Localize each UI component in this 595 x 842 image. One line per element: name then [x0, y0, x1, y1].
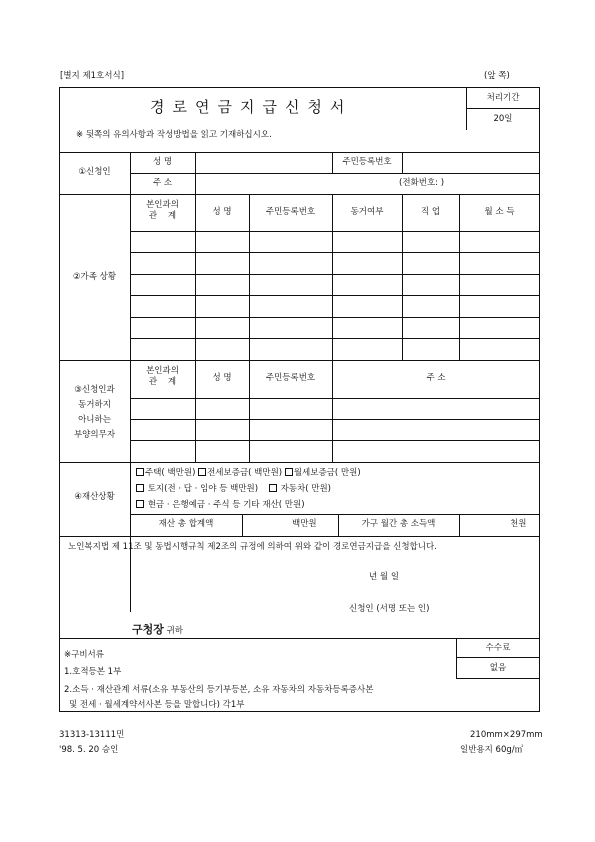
car-checkbox[interactable] [269, 484, 277, 492]
noncohabit-header-name: 성 명 [212, 373, 232, 383]
cash-option: 현금 · 은행예금 · 주식 등 기타 재산( 만원) [147, 500, 305, 510]
family-header-rrn: 주민등록번호 [265, 207, 316, 217]
deposit-checkbox[interactable] [198, 468, 206, 476]
property-total-unit: 백만원 [292, 519, 317, 529]
footer-code: 31313-13111민 [59, 730, 125, 740]
household-income-unit: 천원 [510, 519, 527, 529]
family-header-job: 직 업 [420, 207, 441, 217]
footer-paper-type: 일반용지 60g/㎡ [460, 745, 524, 755]
documents-item-2: 2.소득 · 재산관계 서류(소유 부동산의 등기부등본, 소유 자동차의 자동차등록증사본 [64, 685, 374, 695]
documents-item-1: 1.호적등본 1부 [64, 667, 122, 677]
notice-text: ※ 뒷쪽의 유의사항과 작성방법을 읽고 기재하십시오. [76, 130, 272, 140]
footer-approval: '98. 5. 20 승인 [59, 745, 119, 755]
house-option: 주택( 백만원) [145, 468, 196, 478]
family-header-relation: 본인과의 관 계 [146, 200, 179, 222]
recipient-office: 구청장 [132, 623, 164, 636]
applicant-phone-label: (전화번호: ) [399, 178, 445, 188]
noncohabit-section-label: ③신청인과 동거하지 아니하는 부양의무자 [73, 385, 116, 440]
applicant-section-label: ①신청인 [78, 167, 111, 177]
noncohabit-header-address: 주 소 [426, 373, 446, 383]
recipient-suffix: 귀하 [166, 626, 184, 636]
application-date: 년 월 일 [369, 572, 400, 582]
processing-label: 처리기간 [486, 93, 520, 103]
family-header-cohabit: 동거여부 [350, 207, 384, 217]
property-section-label: ④재산상황 [74, 492, 115, 502]
fee-label: 수수료 [485, 643, 511, 653]
page-side: (앞 쪽) [484, 71, 510, 81]
form-number: [별지 제1호서식] [60, 71, 125, 81]
family-header-income: 월 소 득 [484, 207, 515, 217]
family-header-name: 성 명 [212, 207, 232, 217]
land-checkbox[interactable] [136, 484, 144, 492]
form-title: 경로연금지급신청서 [150, 98, 353, 116]
land-option: 토지(전 · 답 · 임야 등 백만원) [147, 484, 259, 494]
cash-checkbox[interactable] [136, 500, 144, 508]
applicant-address-label: 주 소 [152, 178, 173, 188]
declaration-text: 노인복지법 제 11조 및 동법시행규칙 제2조의 규정에 의하여 위와 같이 경로연금지급을 신청합니다. [68, 542, 437, 552]
applicant-rrn-label: 주민등록번호 [342, 157, 392, 167]
processing-value: 20일 [493, 114, 513, 124]
rent-deposit-option: 월세보증금( 만원) [293, 468, 361, 478]
house-checkbox[interactable] [136, 468, 144, 476]
household-income-label: 가구 월간 총 소득액 [361, 519, 436, 529]
noncohabit-header-rrn: 주민등록번호 [265, 373, 316, 383]
car-option: 자동차( 만원) [280, 484, 331, 494]
applicant-name-label: 성 명 [152, 157, 173, 167]
rent-deposit-checkbox[interactable] [285, 468, 293, 476]
noncohabit-header-relation: 본인과의 관 계 [146, 366, 179, 388]
family-section-label: ②가족 상황 [72, 272, 117, 282]
property-total-label: 재산 총 합계액 [158, 519, 214, 529]
fee-value: 없음 [489, 663, 507, 673]
applicant-signature: 신청인 (서명 또는 인) [349, 604, 430, 614]
documents-item-2-cont: 및 전세 · 월세계약서사본 등을 말합니다) 각1부 [69, 700, 245, 710]
documents-title: ※구비서류 [64, 650, 104, 660]
deposit-option: 전세보증금( 백만원) [207, 468, 283, 478]
footer-paper-size: 210mm×297mm [470, 730, 543, 740]
